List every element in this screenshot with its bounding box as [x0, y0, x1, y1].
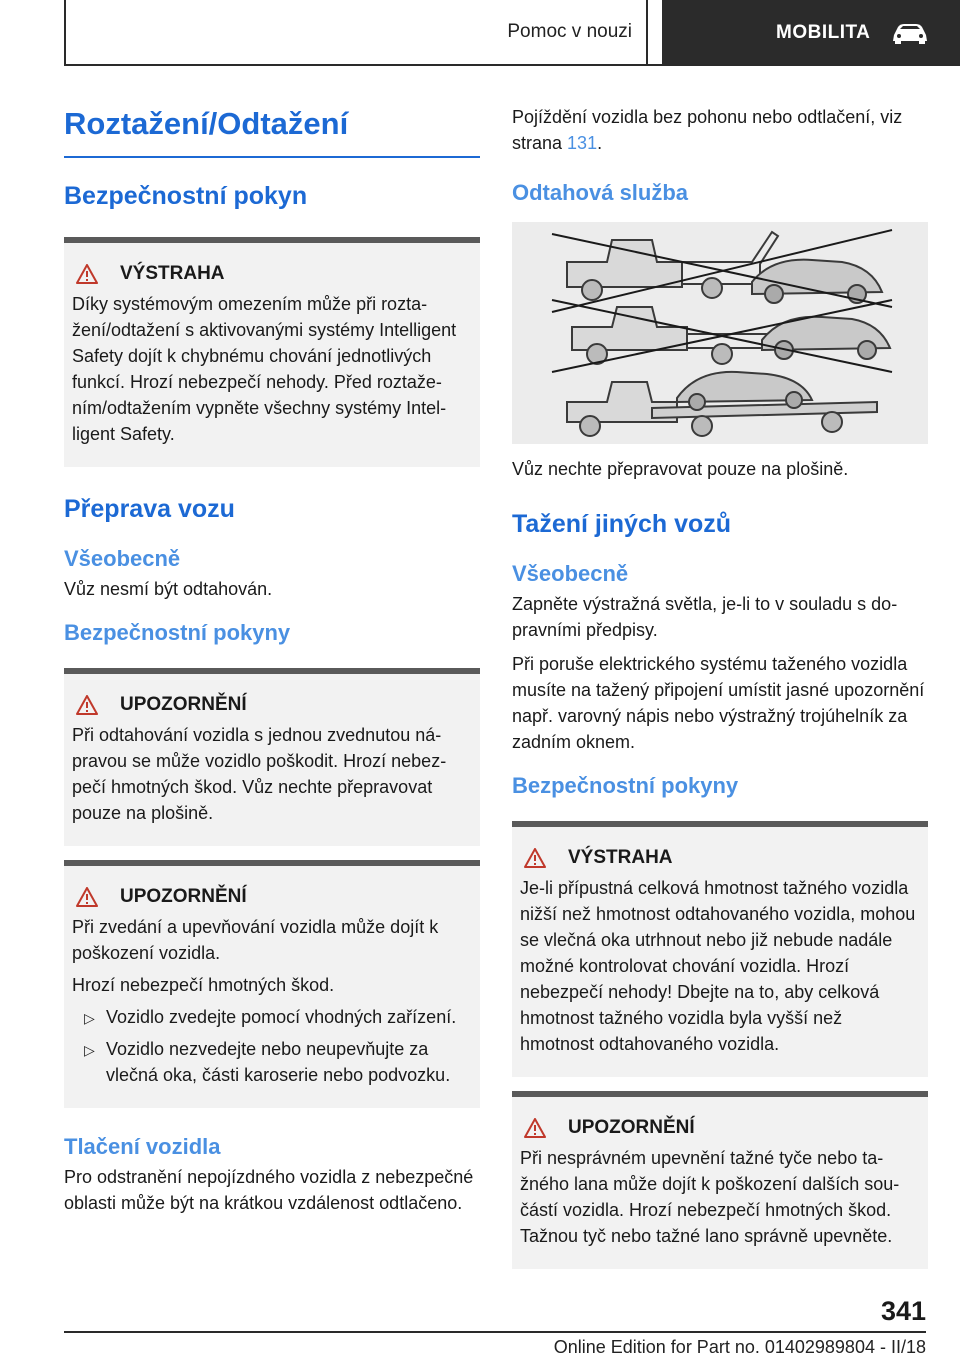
heading-pushing: Tlačení vozidla [64, 1134, 221, 1159]
notice-box-tow-bar [512, 1091, 928, 1269]
notice-text: Při odtahování vozidla s jednou zvednutou nápravou se může vozidlo poškodit. Hrozí nebezpečí hmotných škod. Vůz nechte přepravovat pouze na plošině. [72, 725, 447, 823]
towing-methods-figure [512, 222, 928, 444]
notice-box-lifting [64, 860, 480, 1108]
notice-text: Při nesprávném upevnění tažné tyče nebo tažného lana může dojít k poškození dalších součástí vozidla. Hrozí nebezpečí hmotných škod. Tažnou tyč nebo tažné lano správně upevněte. [520, 1148, 900, 1246]
header-chapter-label: MOBILITA [776, 22, 871, 43]
instruction-list [72, 1004, 472, 1088]
electrical-failure-text: Při poruše elektrického systému taženého vozidla musíte na tažený připojení umístit jasné upozornění např. varovný nápis nebo výstražný trojúhelník za zadním oknem. [512, 654, 925, 752]
page-link[interactable]: 131 [567, 133, 598, 153]
heading-general: Všeobecně [64, 546, 181, 571]
bullet-triangle-icon: ▷ [84, 1010, 95, 1026]
right-column [512, 104, 928, 1269]
warning-triangle-icon [524, 1118, 546, 1138]
intro-text-end: . [597, 133, 603, 153]
warning-label: VÝSTRAHA [568, 847, 673, 868]
notice-title [72, 694, 472, 716]
heading-tow-service: Odtahová služba [512, 180, 689, 205]
warning-label: VÝSTRAHA [120, 263, 225, 284]
notice-text: Hrozí nebezpečí hmotných škod. [72, 975, 335, 995]
figure-caption: Vůz nechte přepravovat pouze na plošině. [512, 459, 849, 479]
warning-text: Je-li přípustná celková hmotnost tažného vozidla nižší než hmotnost odtahovaného vozidla, mohou se vlečná oka utrhnout nebo již nebude nadále možné kontrolovat chování vozidla. Hrozí nebezpečí nehody! Dbejte na to, aby celková hmotnost tažného vozidla byla vyšší než hmotnost odtahovaného vozidla. [520, 878, 916, 1054]
heading-transport: Přeprava vozu [64, 495, 235, 523]
notice-title [72, 886, 472, 908]
heading-general-right: Všeobecně [512, 561, 629, 586]
notice-label: UPOZORNĚNÍ [120, 694, 247, 715]
heading-safety-notes: Bezpečnostní pokyny [64, 620, 291, 645]
header-section-title [66, 0, 648, 64]
notice-label: UPOZORNĚNÍ [568, 1117, 695, 1138]
warning-title [520, 847, 920, 869]
notice-text: Při zvedání a upevňování vozidla může dojít k poškození vozidla. [72, 917, 439, 963]
list-item-text: Vozidlo nezvedejte nebo neupevňujte za vlečná oka, části karoserie nebo podvozku. [106, 1039, 451, 1085]
general-text: Vůz nesmí být odtahován. [64, 579, 273, 599]
footer-rule [64, 1331, 926, 1333]
heading-safety-notes-right: Bezpečnostní pokyny [512, 773, 739, 798]
header-section-label: Pomoc v nouzi [507, 21, 632, 42]
warning-box-weight [512, 821, 928, 1077]
page-number: 341 [880, 1296, 926, 1326]
warning-triangle-icon [76, 264, 98, 284]
towing-illustration [512, 222, 928, 444]
notice-title [520, 1117, 920, 1139]
warning-triangle-icon [76, 695, 98, 715]
notice-box-one-axle [64, 668, 480, 846]
hazard-lights-text: Zapněte výstražná světla, je-li to v souladu s dopravními předpisy. [512, 594, 898, 640]
list-item [72, 1004, 472, 1030]
warning-triangle-icon [76, 887, 98, 907]
warning-title [72, 263, 472, 285]
notice-label: UPOZORNĚNÍ [120, 886, 247, 907]
warning-text: Díky systémovým omezením může při roztažení/odtažení s aktivovanými systémy Intelligent Safety dojít k chybnému chování jednotlivých funkcí. Hrozí nebezpečí nehody. Před roztažením/odtažením vypněte všechny systémy Intelligent Safety. [72, 294, 457, 444]
warning-box-intelligent-safety [64, 237, 480, 467]
page-title: Roztažení/Odtažení [64, 106, 480, 158]
car-icon [890, 21, 930, 45]
heading-towing-others: Tažení jiných vozů [512, 510, 732, 538]
intro-text [512, 104, 928, 156]
header-chapter-tab [662, 0, 960, 66]
pushing-text: Pro odstranění nepojízdného vozidla z nebezpečné oblasti může být na krátkou vzdálenost odtlačeno. [64, 1167, 474, 1213]
footer-edition: Online Edition for Part no. 01402989804 - II/18 [553, 1337, 926, 1357]
bullet-triangle-icon: ▷ [84, 1042, 95, 1058]
intro-text-main: Pojíždění vozidla bez pohonu nebo odtlačení, viz strana [512, 107, 903, 153]
warning-triangle-icon [524, 848, 546, 868]
left-column [64, 96, 480, 1216]
header-rule [64, 64, 960, 66]
list-item-text: Vozidlo zvedejte pomocí vhodných zařízení. [106, 1007, 457, 1027]
heading-safety-note: Bezpečnostní pokyn [64, 182, 308, 210]
list-item [72, 1036, 472, 1088]
